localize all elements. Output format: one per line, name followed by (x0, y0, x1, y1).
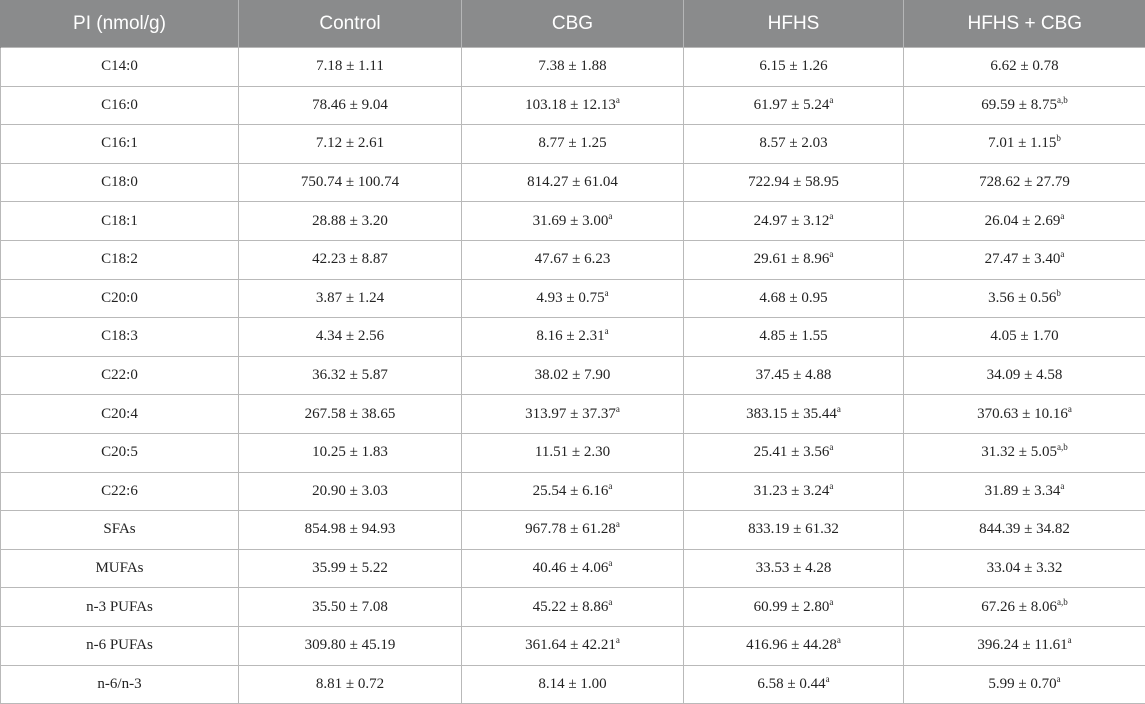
significance-superscript: a (1060, 249, 1064, 259)
cell-value: 4.93 ± 0.75 (536, 290, 604, 306)
significance-superscript: a (616, 95, 620, 105)
column-header-hfhs-cbg: HFHS + CBG (904, 0, 1145, 48)
cell-value: 4.85 ± 1.55 (759, 328, 827, 344)
significance-superscript: a (829, 95, 833, 105)
cell-control (239, 202, 462, 241)
cell-value: 28.88 ± 3.20 (312, 213, 388, 229)
cell-value: 29.61 ± 8.96 (754, 251, 830, 267)
cell-control (239, 279, 462, 318)
cell-value: 24.97 ± 3.12 (754, 213, 830, 229)
row-label: n-6 PUFAs (1, 626, 239, 665)
cell-value: 383.15 ± 35.44 (746, 406, 837, 422)
cell-value: 6.62 ± 0.78 (990, 58, 1058, 74)
significance-superscript: a (1060, 481, 1064, 491)
cell-value: 8.77 ± 1.25 (538, 135, 606, 151)
cell-hfhs (684, 125, 904, 164)
row-label: n-3 PUFAs (1, 588, 239, 627)
cell-value: 6.15 ± 1.26 (759, 58, 827, 74)
cell-value: 8.81 ± 0.72 (316, 676, 384, 692)
cell-cbg (462, 318, 684, 357)
table-row (1, 511, 1145, 550)
cell-value: 4.68 ± 0.95 (759, 290, 827, 306)
cell-value: 31.23 ± 3.24 (754, 483, 830, 499)
cell-control (239, 433, 462, 472)
column-header-pi: PI (nmol/g) (1, 0, 239, 48)
row-label: n-6/n-3 (1, 665, 239, 704)
cell-cbg (462, 163, 684, 202)
cell-hfhs-cbg (904, 588, 1145, 627)
row-label: C18:2 (1, 240, 239, 279)
cell-hfhs-cbg (904, 511, 1145, 550)
significance-superscript: a (616, 519, 620, 529)
table-row (1, 125, 1145, 164)
cell-cbg (462, 279, 684, 318)
cell-value: 61.97 ± 5.24 (754, 97, 830, 113)
cell-value: 60.99 ± 2.80 (754, 599, 830, 615)
cell-cbg (462, 511, 684, 550)
cell-value: 6.58 ± 0.44 (757, 676, 825, 692)
cell-value: 844.39 ± 34.82 (979, 521, 1070, 537)
cell-value: 4.05 ± 1.70 (990, 328, 1058, 344)
table-row (1, 395, 1145, 434)
cell-value: 309.80 ± 45.19 (305, 637, 396, 653)
significance-superscript: a (837, 404, 841, 414)
cell-value: 42.23 ± 8.87 (312, 251, 388, 267)
cell-value: 7.38 ± 1.88 (538, 58, 606, 74)
row-label: SFAs (1, 511, 239, 550)
table-row (1, 163, 1145, 202)
cell-value: 10.25 ± 1.83 (312, 444, 388, 460)
cell-control (239, 472, 462, 511)
cell-hfhs (684, 240, 904, 279)
cell-control (239, 240, 462, 279)
cell-control (239, 318, 462, 357)
cell-value: 67.26 ± 8.06 (981, 599, 1057, 615)
column-header-cbg: CBG (462, 0, 684, 48)
significance-superscript: a (1068, 635, 1072, 645)
significance-superscript: a (616, 404, 620, 414)
cell-value: 69.59 ± 8.75 (981, 97, 1057, 113)
significance-superscript: a (829, 442, 833, 452)
cell-value: 722.94 ± 58.95 (748, 174, 839, 190)
cell-value: 814.27 ± 61.04 (527, 174, 618, 190)
cell-cbg (462, 48, 684, 87)
significance-superscript: a (829, 211, 833, 221)
cell-value: 27.47 ± 3.40 (985, 251, 1061, 267)
cell-control (239, 125, 462, 164)
cell-hfhs (684, 665, 904, 704)
cell-value: 31.69 ± 3.00 (533, 213, 609, 229)
table-row (1, 240, 1145, 279)
significance-superscript: a (608, 558, 612, 568)
row-label: C20:0 (1, 279, 239, 318)
cell-value: 20.90 ± 3.03 (312, 483, 388, 499)
cell-hfhs (684, 511, 904, 550)
cell-value: 31.89 ± 3.34 (985, 483, 1061, 499)
cell-control (239, 511, 462, 550)
cell-value: 40.46 ± 4.06 (533, 560, 609, 576)
cell-hfhs (684, 202, 904, 241)
table-row (1, 48, 1145, 87)
table-row (1, 588, 1145, 627)
cell-control (239, 549, 462, 588)
significance-superscript: a (1060, 211, 1064, 221)
row-label: C16:1 (1, 125, 239, 164)
cell-cbg (462, 202, 684, 241)
table-row (1, 356, 1145, 395)
significance-superscript: a (605, 326, 609, 336)
cell-hfhs (684, 318, 904, 357)
cell-cbg (462, 665, 684, 704)
table-body (1, 48, 1145, 704)
row-label: C22:6 (1, 472, 239, 511)
cell-control (239, 665, 462, 704)
cell-value: 78.46 ± 9.04 (312, 97, 388, 113)
cell-value: 833.19 ± 61.32 (748, 521, 839, 537)
row-label: MUFAs (1, 549, 239, 588)
significance-superscript: a (829, 481, 833, 491)
cell-control (239, 86, 462, 125)
cell-value: 361.64 ± 42.21 (525, 637, 616, 653)
significance-superscript: a (826, 674, 830, 684)
cell-hfhs-cbg (904, 48, 1145, 87)
row-label: C18:3 (1, 318, 239, 357)
cell-hfhs (684, 279, 904, 318)
row-label: C14:0 (1, 48, 239, 87)
cell-cbg (462, 240, 684, 279)
cell-value: 8.14 ± 1.00 (538, 676, 606, 692)
cell-value: 267.58 ± 38.65 (305, 406, 396, 422)
cell-hfhs (684, 48, 904, 87)
cell-hfhs-cbg (904, 86, 1145, 125)
cell-hfhs (684, 472, 904, 511)
cell-control (239, 626, 462, 665)
cell-value: 3.56 ± 0.56 (988, 290, 1056, 306)
significance-superscript: a (1068, 404, 1072, 414)
cell-value: 750.74 ± 100.74 (301, 174, 399, 190)
cell-value: 45.22 ± 8.86 (533, 599, 609, 615)
row-label: C20:5 (1, 433, 239, 472)
cell-hfhs-cbg (904, 626, 1145, 665)
cell-cbg (462, 588, 684, 627)
cell-hfhs-cbg (904, 665, 1145, 704)
cell-cbg (462, 125, 684, 164)
significance-superscript: a (608, 481, 612, 491)
significance-superscript: a (1057, 674, 1061, 684)
cell-value: 5.99 ± 0.70 (988, 676, 1056, 692)
cell-hfhs-cbg (904, 433, 1145, 472)
cell-value: 313.97 ± 37.37 (525, 406, 616, 422)
significance-superscript: a,b (1057, 95, 1068, 105)
cell-value: 854.98 ± 94.93 (305, 521, 396, 537)
cell-hfhs-cbg (904, 125, 1145, 164)
significance-superscript: a (616, 635, 620, 645)
cell-value: 416.96 ± 44.28 (746, 637, 837, 653)
table-row (1, 433, 1145, 472)
cell-control (239, 163, 462, 202)
significance-superscript: a,b (1057, 442, 1068, 452)
significance-superscript: b (1056, 133, 1061, 143)
cell-cbg (462, 626, 684, 665)
cell-hfhs-cbg (904, 202, 1145, 241)
header-row (1, 0, 1145, 48)
cell-value: 26.04 ± 2.69 (985, 213, 1061, 229)
cell-hfhs (684, 588, 904, 627)
cell-value: 4.34 ± 2.56 (316, 328, 384, 344)
cell-control (239, 395, 462, 434)
table-header (1, 0, 1145, 48)
table-row (1, 665, 1145, 704)
cell-hfhs-cbg (904, 240, 1145, 279)
cell-cbg (462, 472, 684, 511)
cell-value: 33.53 ± 4.28 (756, 560, 832, 576)
cell-control (239, 48, 462, 87)
cell-hfhs (684, 86, 904, 125)
significance-superscript: a (829, 597, 833, 607)
cell-value: 103.18 ± 12.13 (525, 97, 616, 113)
cell-value: 8.57 ± 2.03 (759, 135, 827, 151)
cell-value: 7.12 ± 2.61 (316, 135, 384, 151)
significance-superscript: a,b (1057, 597, 1068, 607)
cell-hfhs-cbg (904, 395, 1145, 434)
cell-cbg (462, 549, 684, 588)
cell-value: 34.09 ± 4.58 (987, 367, 1063, 383)
cell-control (239, 588, 462, 627)
significance-superscript: a (837, 635, 841, 645)
cell-hfhs-cbg (904, 318, 1145, 357)
cell-value: 7.18 ± 1.11 (316, 58, 384, 74)
table-row (1, 549, 1145, 588)
cell-value: 728.62 ± 27.79 (979, 174, 1070, 190)
significance-superscript: a (608, 211, 612, 221)
cell-value: 47.67 ± 6.23 (535, 251, 611, 267)
cell-hfhs-cbg (904, 163, 1145, 202)
cell-value: 35.50 ± 7.08 (312, 599, 388, 615)
significance-superscript: a (608, 597, 612, 607)
cell-hfhs (684, 395, 904, 434)
significance-superscript: a (829, 249, 833, 259)
cell-hfhs-cbg (904, 356, 1145, 395)
row-label: C22:0 (1, 356, 239, 395)
cell-hfhs (684, 356, 904, 395)
cell-hfhs-cbg (904, 472, 1145, 511)
cell-cbg (462, 86, 684, 125)
row-label: C16:0 (1, 86, 239, 125)
cell-control (239, 356, 462, 395)
significance-superscript: b (1056, 288, 1061, 298)
row-label: C20:4 (1, 395, 239, 434)
cell-value: 31.32 ± 5.05 (981, 444, 1057, 460)
table-row (1, 86, 1145, 125)
row-label: C18:1 (1, 202, 239, 241)
cell-value: 38.02 ± 7.90 (535, 367, 611, 383)
cell-hfhs (684, 433, 904, 472)
cell-value: 8.16 ± 2.31 (536, 328, 604, 344)
cell-cbg (462, 356, 684, 395)
cell-value: 36.32 ± 5.87 (312, 367, 388, 383)
cell-hfhs-cbg (904, 279, 1145, 318)
cell-value: 7.01 ± 1.15 (988, 135, 1056, 151)
cell-hfhs (684, 163, 904, 202)
cell-value: 35.99 ± 5.22 (312, 560, 388, 576)
table-row (1, 279, 1145, 318)
cell-cbg (462, 433, 684, 472)
cell-value: 967.78 ± 61.28 (525, 521, 616, 537)
column-header-control: Control (239, 0, 462, 48)
cell-value: 25.41 ± 3.56 (754, 444, 830, 460)
significance-superscript: a (605, 288, 609, 298)
row-label: C18:0 (1, 163, 239, 202)
table-row (1, 472, 1145, 511)
cell-value: 37.45 ± 4.88 (756, 367, 832, 383)
table-row (1, 626, 1145, 665)
table-row (1, 318, 1145, 357)
cell-value: 11.51 ± 2.30 (535, 444, 610, 460)
cell-cbg (462, 395, 684, 434)
cell-value: 396.24 ± 11.61 (977, 637, 1067, 653)
cell-value: 370.63 ± 10.16 (977, 406, 1068, 422)
cell-hfhs-cbg (904, 549, 1145, 588)
column-header-hfhs: HFHS (684, 0, 904, 48)
cell-value: 33.04 ± 3.32 (987, 560, 1063, 576)
cell-value: 25.54 ± 6.16 (533, 483, 609, 499)
table-row (1, 202, 1145, 241)
cell-hfhs (684, 549, 904, 588)
cell-value: 3.87 ± 1.24 (316, 290, 384, 306)
cell-hfhs (684, 626, 904, 665)
